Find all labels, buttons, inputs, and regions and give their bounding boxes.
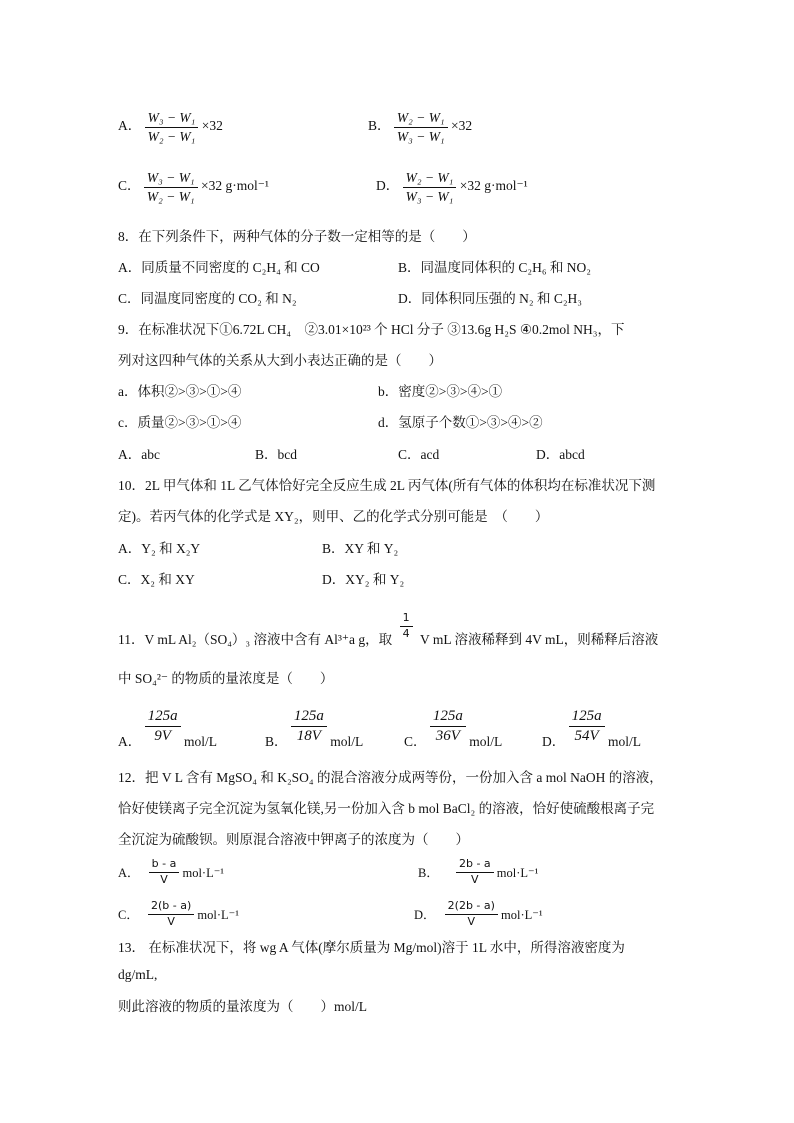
fraction bbox=[149, 858, 180, 886]
denominator: 54V bbox=[574, 728, 599, 745]
numerator: 125a bbox=[291, 708, 327, 727]
q13-stem-line2: dg/mL, bbox=[118, 967, 158, 982]
q12-option-b bbox=[418, 858, 538, 886]
fraction bbox=[144, 170, 198, 204]
q8-stem: 8．在下列条件下，两种气体的分子数一定相等的是（ ） bbox=[118, 229, 476, 244]
option-tail: ×32 bbox=[201, 118, 223, 134]
q11-stem-post: V mL 溶液稀释到 4V mL，则稀释后溶液 bbox=[419, 632, 659, 648]
q9-statement-d: d．氢原子个数①>③>④>② bbox=[378, 415, 543, 430]
q11-option-b bbox=[265, 708, 364, 749]
denominator: W₂ − W₁ bbox=[147, 128, 196, 144]
q8-option-b: B．同温度同体积的 C₂H₆ 和 NO₂ bbox=[398, 260, 592, 275]
denominator: W₃ − W₁ bbox=[396, 128, 445, 144]
fraction bbox=[569, 708, 605, 746]
fraction bbox=[400, 612, 413, 640]
fraction bbox=[445, 900, 498, 928]
numerator: W₃ − W₁ bbox=[144, 170, 198, 188]
numerator: 125a bbox=[430, 708, 466, 727]
option-tail: ×32 g·mol⁻¹ bbox=[201, 178, 269, 194]
q8-option-d: D．同体积同压强的 N₂ 和 C₂H₃ bbox=[398, 291, 582, 306]
option-letter: C． bbox=[118, 908, 139, 923]
option-unit: mol/L bbox=[184, 733, 217, 749]
q12-stem-line2: 恰好使镁离子完全沉淀为氢氧化镁,另一份加入含 b mol BaCl₂ 的溶液，恰好使硫酸根离子完 bbox=[118, 801, 655, 816]
option-letter: B． bbox=[368, 118, 391, 134]
denominator: 18V bbox=[296, 728, 321, 745]
option-unit: mol·L⁻¹ bbox=[182, 866, 225, 881]
denominator: V bbox=[467, 914, 476, 928]
q12-option-c bbox=[118, 900, 239, 928]
option-letter: B． bbox=[265, 733, 288, 749]
q9-option-c: C．acd bbox=[398, 447, 440, 462]
q7-option-c bbox=[118, 170, 269, 204]
q12-option-d bbox=[414, 900, 543, 928]
q9-statement-b: b．密度②>③>④>① bbox=[378, 384, 503, 399]
q9-statement-c: c．质量②>③>①>④ bbox=[118, 415, 242, 430]
q10-option-b: B．XY 和 Y₂ bbox=[322, 541, 399, 556]
option-letter: C． bbox=[118, 178, 141, 194]
q9-option-b: B．bcd bbox=[255, 447, 297, 462]
q13-stem-line3: 则此溶液的物质的量浓度为（ ）mol/L bbox=[118, 999, 367, 1014]
numerator: W₂ − W₁ bbox=[403, 170, 457, 188]
q10-stem-line2: 定)。若丙气体的化学式是 XY₂，则甲、乙的化学式分别可能是 （ ） bbox=[118, 509, 549, 524]
q8-option-c: C．同温度同密度的 CO₂ 和 N₂ bbox=[118, 291, 297, 306]
q10-stem-line1: 10．2L 甲气体和 1L 乙气体恰好完全反应生成 2L 丙气体(所有气体的体积均在标准状况下测 bbox=[118, 478, 656, 493]
fraction bbox=[456, 858, 494, 886]
fraction bbox=[148, 900, 194, 928]
denominator: W₂ − W₁ bbox=[146, 188, 195, 204]
denominator: 36V bbox=[435, 728, 460, 745]
option-letter: A． bbox=[118, 118, 142, 134]
denominator: V bbox=[167, 914, 175, 928]
numerator: 125a bbox=[145, 708, 181, 727]
fraction bbox=[403, 170, 457, 204]
q10-option-c: C．X₂ 和 XY bbox=[118, 572, 195, 587]
option-letter: A． bbox=[118, 733, 142, 749]
numerator: W₃ − W₁ bbox=[145, 110, 199, 128]
fraction bbox=[145, 708, 181, 746]
q7-option-b bbox=[368, 110, 472, 144]
q11-option-c bbox=[404, 708, 503, 749]
numerator: b - a bbox=[149, 858, 180, 873]
option-letter: A． bbox=[118, 866, 140, 881]
q9-option-d: D．abcd bbox=[536, 447, 585, 462]
q13-stem-line1: 13． 在标准状况下，将 wg A 气体(摩尔质量为 Mg/mol)溶于 1L 水中，所得溶液密度为 bbox=[118, 940, 625, 955]
option-letter: B． bbox=[418, 866, 439, 881]
denominator: V bbox=[160, 872, 168, 886]
option-letter: D． bbox=[542, 733, 566, 749]
option-tail: ×32 bbox=[451, 118, 473, 134]
q12-stem-line1: 12．把 V L 含有 MgSO₄ 和 K₂SO₄ 的混合溶液分成两等份，一份加入含 a mol NaOH 的溶液， bbox=[118, 770, 663, 785]
fraction bbox=[291, 708, 327, 746]
q7-option-d bbox=[376, 170, 528, 204]
denominator: V bbox=[471, 872, 479, 886]
q11-stem-line1 bbox=[118, 611, 659, 648]
denominator: 4 bbox=[402, 626, 410, 640]
option-letter: C． bbox=[404, 733, 427, 749]
q10-option-a: A．Y₂ 和 X₂Y bbox=[118, 541, 201, 556]
q12-option-a bbox=[118, 858, 224, 886]
q11-stem-pre: 11．V mL Al₂（SO₄）₃ 溶液中含有 Al³⁺a g，取 bbox=[118, 632, 393, 648]
option-unit: mol/L bbox=[469, 733, 503, 749]
fraction bbox=[430, 708, 466, 746]
q11-stem-line2: 中 SO₄²⁻ 的物质的量浓度是（ ） bbox=[118, 671, 334, 686]
q7-option-a bbox=[118, 110, 223, 144]
q12-stem-line3: 全沉淀为硫酸钡。则原混合溶液中钾离子的浓度为（ ） bbox=[118, 832, 469, 847]
option-unit: mol·L⁻¹ bbox=[501, 908, 543, 923]
denominator: 9V bbox=[154, 728, 171, 745]
option-unit: mol·L⁻¹ bbox=[496, 866, 539, 881]
numerator: 2(b - a) bbox=[148, 900, 194, 915]
q11-option-a bbox=[118, 708, 217, 749]
q9-statement-a: a．体积②>③>①>④ bbox=[118, 384, 242, 399]
q9-stem-line2: 列对这四种气体的关系从大到小表达正确的是（ ） bbox=[118, 353, 442, 368]
option-unit: mol/L bbox=[330, 733, 364, 749]
denominator: W₃ − W₁ bbox=[405, 188, 454, 204]
q11-option-d bbox=[542, 708, 641, 749]
option-unit: mol·L⁻¹ bbox=[197, 908, 239, 923]
numerator: 2b - a bbox=[456, 858, 494, 873]
numerator: 125a bbox=[569, 708, 605, 727]
numerator: W₂ − W₁ bbox=[394, 110, 448, 128]
q9-stem-line1: 9．在标准状况下①6.72L CH₄ ②3.01×10²³ 个 HCl 分子 ③13.6g H₂S ④0.2mol NH₃，下 bbox=[118, 322, 625, 337]
option-tail: ×32 g·mol⁻¹ bbox=[459, 178, 528, 194]
q9-option-a: A．abc bbox=[118, 447, 160, 462]
option-letter: D． bbox=[414, 908, 436, 923]
fraction bbox=[394, 110, 448, 144]
q10-option-d: D．XY₂ 和 Y₂ bbox=[322, 572, 405, 587]
numerator: 2(2b - a) bbox=[445, 900, 498, 915]
fraction bbox=[145, 110, 199, 144]
option-letter: D． bbox=[376, 178, 400, 194]
numerator: 1 bbox=[400, 612, 413, 627]
q8-option-a: A．同质量不同密度的 C₂H₄ 和 CO bbox=[118, 260, 320, 275]
option-unit: mol/L bbox=[608, 733, 641, 749]
